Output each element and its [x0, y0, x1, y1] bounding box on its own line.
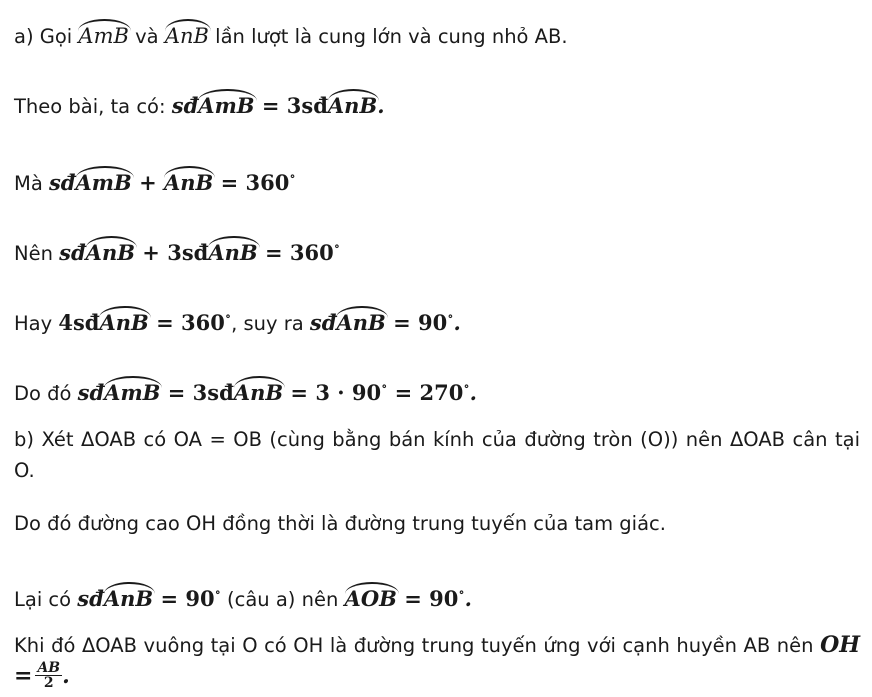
- period: .: [453, 310, 461, 335]
- degree-symbol: ∘: [289, 169, 296, 183]
- plus-3sd: + 3sđ: [142, 240, 209, 265]
- equals-360: = 360: [220, 170, 290, 195]
- arc-anb: AnB: [233, 380, 284, 405]
- plus-sign: +: [139, 170, 157, 195]
- coef-4sd: 4sđ: [58, 310, 100, 335]
- degree-symbol: ∘: [458, 585, 465, 599]
- line-ma: [14, 164, 296, 196]
- degree-symbol: ∘: [447, 309, 454, 323]
- text-va: và: [135, 25, 159, 48]
- period: .: [62, 663, 70, 689]
- equation-part: = 3sđ: [261, 93, 328, 118]
- text-khi-do: Khi đó ΔOAB vuông tại O có OH là đường trung tuyến ứng với cạnh huyền AB nên: [14, 634, 814, 657]
- equals-360: = 360: [264, 240, 334, 265]
- sd-label: sđ: [171, 93, 199, 118]
- text-theo-bai: Theo bài, ta có:: [14, 95, 166, 118]
- text-ma: Mà: [14, 172, 43, 195]
- sd-label: sđ: [77, 380, 105, 405]
- sd-label: sđ: [48, 170, 76, 195]
- degree-symbol: ∘: [224, 309, 232, 323]
- paragraph-b-khi-do: [14, 630, 860, 692]
- equals-270: = 270: [394, 380, 464, 405]
- fraction-denominator: 2: [43, 674, 54, 691]
- arc-anb: AnB: [208, 240, 258, 265]
- arc-anb: AnB: [99, 310, 149, 335]
- arc-anb: AnB: [336, 310, 386, 335]
- equals-90: = 90: [160, 586, 215, 611]
- text-do-do: Do đó: [14, 382, 72, 405]
- equals-3-times-90: = 3 · 90: [290, 380, 382, 405]
- degree-symbol: ∘: [381, 379, 388, 393]
- sd-label: sđ: [77, 586, 104, 611]
- equals-90: = 90: [404, 586, 459, 611]
- paragraph-b-xet: b) Xét ΔOAB có OA = OB (cùng bằng bán kính của đường tròn (O)) nên ΔOAB cân tại O.: [14, 428, 860, 482]
- degree-symbol: ∘: [214, 585, 221, 599]
- oh-equals: OH =: [14, 632, 861, 689]
- text-a-suffix: lần lượt là cung lớn và cung nhỏ AB.: [215, 25, 568, 48]
- arc-amb: AmB: [198, 93, 255, 118]
- line-do-do: [14, 374, 477, 406]
- line-nen: [14, 234, 340, 266]
- arc-amb: AmB: [75, 170, 132, 195]
- arc-anb: AnB: [164, 24, 209, 48]
- arc-anb: AnB: [164, 170, 214, 195]
- sd-label: sđ: [59, 240, 86, 265]
- paragraph-b-do-do: Do đó đường cao OH đồng thời là đường trung tuyến của tam giác.: [14, 512, 666, 535]
- degree-symbol: ∘: [333, 239, 340, 253]
- equals-3sd: = 3sđ: [167, 380, 234, 405]
- degree-symbol: ∘: [463, 379, 470, 393]
- arc-amb: AmB: [78, 24, 129, 48]
- fraction-ab-over-2: [35, 661, 62, 690]
- text-cau-a-nen: (câu a) nên: [227, 588, 339, 611]
- arc-anb: AnB: [327, 93, 378, 118]
- angle-aob: AOB: [344, 586, 397, 611]
- arc-anb: AnB: [85, 240, 135, 265]
- arc-anb: AnB: [103, 586, 154, 611]
- line-lai-co: [14, 580, 472, 612]
- period: .: [464, 586, 472, 611]
- text-nen: Nên: [14, 242, 53, 265]
- equals-360: = 360: [156, 310, 225, 335]
- line-theo-bai: [14, 94, 385, 119]
- sd-label: sđ: [309, 310, 337, 335]
- equals-90: = 90: [393, 310, 448, 335]
- text-suy-ra: , suy ra: [231, 312, 304, 335]
- fraction-numerator: AB: [37, 659, 61, 676]
- period: .: [377, 93, 385, 118]
- text-a-prefix: a) Gọi: [14, 25, 73, 48]
- line-hay: [14, 304, 461, 336]
- line-a-intro: [14, 24, 568, 49]
- arc-amb: AmB: [104, 380, 161, 405]
- text-hay: Hay: [14, 312, 53, 335]
- period: .: [469, 380, 477, 405]
- text-lai-co: Lại có: [14, 588, 72, 611]
